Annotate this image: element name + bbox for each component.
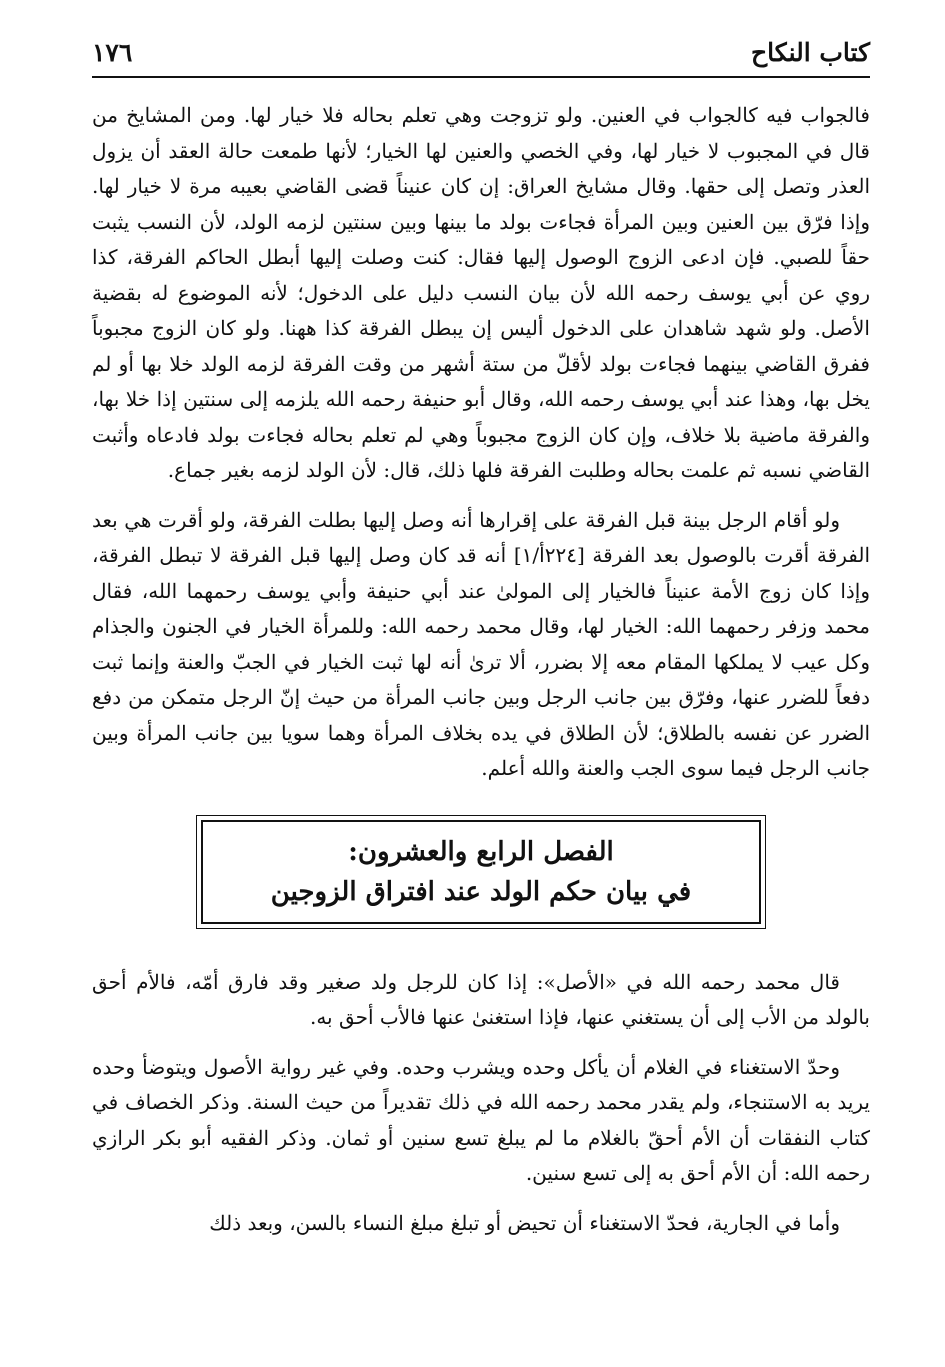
paragraph-3: قال محمد رحمه الله في «الأصل»: إذا كان للرجل ولد صغير وقد فارق أمّه، فالأم أحق بالولد من الأب إلى أن يستغني عنها، فإذا استغنىٰ عنها فالأب أحق به.: [92, 969, 870, 1029]
chapter-heading: [201, 820, 761, 924]
page-number: ١٧٦: [92, 38, 133, 67]
running-header: [92, 30, 870, 78]
paragraph-4: وحدّ الاستغناء في الغلام أن يأكل وحده ويشرب وحده. وفي غير رواية الأصول ويتوضأ وحده يريد به الاستنجاء، ولم يقدر محمد رحمه الله في ذلك تقديراً من حيث السنة. وذكر الخصاف في كتاب النفقات أن الأم أحقّ بالغلام ما لم يبلغ تسع سنين أو ثمان. وذكر الفقيه أبو بكر الرازي رحمه الله: أن الأم أحق به إلى تسع سنين.: [92, 1054, 870, 1185]
paragraph-1: فالجواب فيه كالجواب في العنين. ولو تزوجت وهي تعلم بحاله فلا خيار لها. ومن المشايخ من قال في المجبوب لا خيار لها، وفي الخصي والعنين لها الخيار؛ لأنها طمعت حالة العقد أن يزول العذر وتصل إلى حقها. وقال مشايخ العراق: إن كان عنيناً قضى القاضي بعيبه مرة لا خيار لها. وإذا فرّق بين العنين وبين المرأة فجاءت بولد ما بينها وبين سنتين لزمه الولد، لأن النسب يثبت حقاً للصبي. فإن ادعى الزوج الوصول إليها فقال: كنت وصلت إليها أبطل الحاكم الفرقة، كذا روي عن أبي يوسف رحمه الله لأن بيان النسب دليل على الدخول؛ لأنه الموضوع له بقضية الأصل. ولو شهد شاهدان على الدخول أليس إن يبطل الفرقة كذا ههنا. ولو كان الزوج مجبوباً ففرق القاضي بينهما فجاءت بولد لأقلّ من ستة أشهر من وقت الفرقة لزمه الولد خلا بها أو لم يخل بها، وهذا عند أبي يوسف رحمه الله، وقال أبو حنيفة رحمه الله يلزمه إلى سنتين إذا خلا بها، والفرقة ماضية بلا خلاف، وإن كان الزوج مجبوباً وهي لم تعلم بحاله فجاءت بولد فادعاه وأثبت القاضي نسبه ثم علمت بحاله وطلبت الفرقة فلها ذلك، قال: لأن الولد لزمه بغير جماع.: [92, 103, 870, 482]
book-title: كتاب النكاح: [751, 38, 870, 67]
paragraph-2: ولو أقام الرجل بينة قبل الفرقة على إقرارها أنه وصل إليها بطلت الفرقة، ولو أقرت هي بعد الفرقة أقرت بالوصول بعد الفرقة [٢٢٤أ/١] أنه قد كان وصل إليها قبل الفرقة لا تبطل الفرقة، وإذا كان زوج الأمة عنيناً فالخيار إلى المولىٰ عند أبي حنيفة وأبي يوسف رحمهما الله، فقال محمد وزفر رحمهما الله: الخيار لها، وقال محمد رحمه الله: وللمرأة الخيار في الجنون والجذام وكل عيب لا يملكها المقام معه إلا بضرر، ألا ترىٰ أنه لها ثبت الخيار في الجبّ والعنة وإنما ثبت دفعاً للضرر عنها، وفرّق بين جانب الرجل وبين جانب المرأة من حيث إنّ الرجل متمكن من دفع الضرر عن نفسه بالطلاق؛ لأن الطلاق في يده بخلاف المرأة وهما سويا بين جانب المرأة وبين جانب الرجل فيما سوى الجب والعنة والله أعلم.: [92, 507, 871, 780]
chapter-number: الفصل الرابع والعشرون:: [348, 836, 614, 867]
paragraph-5: وأما في الجارية، فحدّ الاستغناء أن تحيض أو تبلغ مبلغ النساء بالسن، وبعد ذلك: [209, 1210, 840, 1235]
book-page: [92, 30, 870, 1241]
chapter-heading-frame: [196, 815, 766, 929]
chapter-title: في بيان حكم الولد عند افتراق الزوجين: [270, 876, 692, 907]
